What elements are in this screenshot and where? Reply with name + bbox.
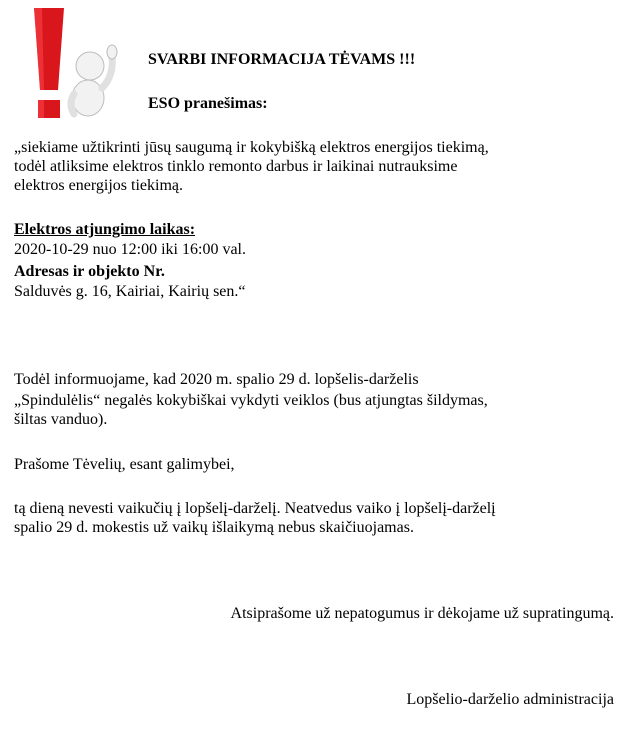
instruction-line-2: spalio 29 d. mokestis už vaikų išlaikymą nebus skaičiuojamas. (14, 519, 414, 536)
instruction-line-1: tą dieną nevesti vaikučių į lopšelį-darželį. Neatvedus vaiko į lopšelį-darželį (14, 500, 496, 517)
signature-text: Lopšelio-darželio administracija (406, 691, 614, 708)
notice-quote-line-2: todėl atliksime elektros tinklo remonto darbus ir laikinai nutrauksime (14, 158, 458, 175)
page-title: SVARBI INFORMACIJA TĖVAMS !!! (148, 51, 416, 68)
address-value: Salduvės g. 16, Kairiai, Kairių sen.“ (14, 283, 246, 300)
notice-quote-line-1: „siekiame užtikrinti jūsų saugumą ir kokybišką elektros energijos tiekimą, (14, 139, 489, 156)
info-line-1: Todėl informuojame, kad 2020 m. spalio 29 d. lopšelis-darželis (14, 371, 419, 388)
notice-quote-line-3: elektros energijos tiekimą. (14, 177, 183, 194)
address-label: Adresas ir objekto Nr. (14, 263, 165, 280)
apology-text: Atsiprašome už nepatogumus ir dėkojame už supratingumą. (230, 605, 614, 622)
request-text: Prašome Tėvelių, esant galimybei, (14, 456, 235, 473)
info-line-2: „Spindulėlis“ negalės kokybiškai vykdyti veiklos (bus atjungtas šildymas, (14, 392, 488, 409)
page-subtitle: ESO pranešimas: (148, 95, 268, 112)
info-line-3: šiltas vanduo). (14, 411, 108, 428)
outage-time-value: 2020-10-29 nuo 12:00 iki 16:00 val. (14, 241, 246, 258)
warning-exclamation-figure-icon (14, 4, 130, 120)
outage-time-label: Elektros atjungimo laikas: (14, 221, 196, 238)
